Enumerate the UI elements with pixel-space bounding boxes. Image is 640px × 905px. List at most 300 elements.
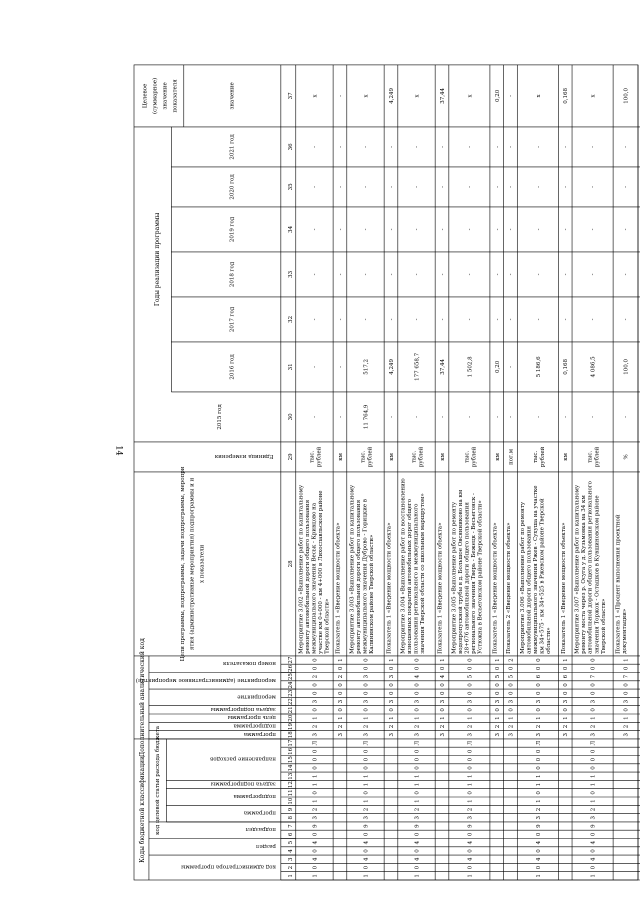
row-6-y2019: -: [467, 228, 474, 231]
header-y2021: 2021 год: [229, 134, 236, 160]
row-1-target: -: [337, 94, 344, 97]
row-3-code-21: 0: [388, 708, 395, 712]
row-4-code-4: 0: [414, 849, 421, 853]
row-6-code-12: 1: [467, 782, 474, 787]
col-number-20: 20: [288, 714, 295, 722]
row-4-code-11: 0: [414, 791, 421, 795]
col-number-11: 11: [288, 789, 295, 797]
row-4-text: Мероприятие 3.004 «Выполнение работ по восстановлению: [400, 478, 407, 654]
row-7-text: Показатель 1 «Введение мощности объекта»: [492, 522, 499, 654]
row-6-code-10: 1: [467, 799, 474, 803]
row-6-code-3: 4: [467, 857, 474, 861]
row-6-code-5: 4: [467, 840, 474, 845]
row-8-text: Показатель 2 «Введение мощности объекта»: [506, 522, 513, 654]
row-0-code-18: 3: [312, 733, 319, 737]
row-7-y2019: -: [494, 228, 501, 231]
row-5-code-18: 3: [440, 733, 446, 737]
header-code-label-11: мероприятие: [237, 693, 276, 700]
row-0-y2021: -: [312, 145, 319, 148]
row-6-text: 28+676 автомобильной дороги общего пользования: [464, 502, 471, 654]
col-number-33: 33: [288, 270, 295, 278]
col-number-16: 16: [288, 747, 295, 755]
row-6-y2017: -: [467, 318, 474, 321]
row-6-text: Устюжна в Весьегонском районе Тверской области»: [477, 500, 484, 654]
row-8-y2020: -: [508, 185, 515, 188]
row-7-code-22: 3: [494, 699, 501, 704]
row-8-target: -: [508, 94, 515, 97]
row-9-unit: рублей: [539, 446, 546, 468]
row-4-code-24: 0: [414, 683, 421, 687]
row-3-code-22: 3: [388, 699, 395, 704]
row-6-code-22: 3: [467, 699, 474, 704]
row-2-code-24: 0: [363, 683, 370, 687]
row-9-code-25: 6: [535, 674, 542, 679]
row-5-y2017: -: [440, 318, 446, 321]
row-11-unit: тыс.: [587, 450, 594, 464]
row-12-y2019: -: [623, 228, 630, 231]
row-11-code-2: 0: [590, 865, 597, 870]
row-9-code-6: 0: [535, 832, 542, 837]
col-number-21: 21: [288, 706, 295, 714]
row-6-y2015: -: [467, 415, 474, 418]
row-12-text: Показатель 1 «Процент выполнения проектной: [615, 514, 622, 654]
row-6-code-19: 2: [467, 724, 474, 729]
row-1-code-20: 1: [337, 716, 344, 720]
row-6-text: Мероприятие 3.005 «Выполнение работ по ремонту: [451, 501, 458, 654]
col-number-15: 15: [288, 756, 295, 764]
row-6-code-17: Л: [467, 740, 474, 746]
row-12-code-26: 0: [623, 666, 630, 671]
row-0-unit: тыс.: [309, 450, 316, 464]
row-11-code-14: 0: [590, 766, 597, 770]
row-4-code-26: 0: [414, 666, 421, 671]
row-5-code-26: 0: [440, 666, 446, 671]
row-7-code-18: 3: [494, 733, 501, 737]
row-0-code-25: 2: [312, 674, 319, 679]
row-3-text: Показатель 1 «Введение мощности объекта»: [386, 522, 393, 654]
row-8-y2017: -: [508, 318, 515, 321]
col-number-10: 10: [288, 797, 295, 805]
row-9-code-19: 2: [535, 724, 542, 729]
row-2-code-23: 0: [363, 691, 370, 695]
row-6-code-9: 2: [467, 807, 474, 812]
row-5-unit: км: [440, 453, 446, 461]
row-2-code-2: 0: [363, 865, 370, 870]
row-11-code-3: 4: [590, 857, 597, 861]
header-y2020: 2020 год: [229, 174, 236, 200]
row-6-y2018: -: [467, 273, 474, 276]
col-number-1: 1: [288, 874, 295, 878]
row-0-code-14: 0: [312, 766, 319, 770]
row-1-code-27: 1: [337, 658, 344, 662]
col-number-4: 4: [288, 849, 295, 853]
header-y2016: 2016 год: [229, 354, 236, 380]
row-6-code-1: 1: [467, 874, 474, 878]
row-11-y2018: -: [590, 273, 597, 276]
row-6-code-24: 0: [467, 683, 474, 687]
row-1-y2018: -: [337, 273, 344, 276]
row-3-target: 4,249: [388, 88, 395, 104]
header-code-label-1: раздел: [255, 842, 276, 849]
row-5-code-25: 4: [440, 674, 446, 679]
row-11-code-11: 0: [590, 791, 597, 795]
row-2-text: Калининском районе Тверской области»: [369, 534, 376, 654]
row-4-code-15: 0: [414, 757, 421, 762]
row-10-code-24: 0: [563, 683, 570, 687]
page-number: 14: [114, 445, 124, 456]
row-8-code-21: 0: [508, 708, 515, 712]
row-8-y2015: -: [508, 415, 515, 418]
row-0-code-17: Л: [312, 740, 319, 746]
row-10-y2021: -: [563, 145, 570, 148]
row-6-code-26: 0: [467, 666, 474, 671]
row-4-code-8: 3: [414, 816, 421, 820]
row-2-code-8: 3: [363, 816, 370, 820]
row-7-y2018: -: [494, 273, 501, 276]
row-11-text: ремонту моста через р. Осуга у д. Кузьмовка на 34 км: [581, 495, 588, 654]
row-9-text: км 34+575 - км 34+525 в Ржевском районе Тверской: [539, 498, 546, 654]
row-8-unit: пог.м: [508, 448, 515, 465]
row-11-code-22: 3: [590, 699, 597, 704]
row-3-code-27: 1: [388, 658, 395, 662]
row-12-y2020: -: [623, 185, 630, 188]
row-4-code-7: 9: [414, 824, 421, 828]
row-2-y2018: -: [363, 273, 370, 276]
row-0-code-20: 1: [312, 716, 319, 720]
row-1-y2020: -: [337, 185, 344, 188]
row-0-unit: рублей: [316, 446, 323, 468]
row-3-unit: км: [388, 453, 395, 461]
row-8-code-23: 0: [508, 691, 515, 695]
col-number-25: 25: [288, 673, 295, 681]
row-10-code-27: 1: [563, 658, 570, 662]
row-9-code-5: 4: [535, 840, 542, 845]
row-5-target: 37,44: [440, 88, 446, 104]
row-4-y2020: -: [414, 185, 421, 188]
row-11-code-1: 1: [590, 874, 597, 878]
row-0-text: участке км 0+000 - км 4+000 в Лихославльском районе: [318, 490, 325, 654]
row-5-code-24: 0: [440, 683, 446, 687]
col-number-8: 8: [288, 816, 295, 820]
row-10-code-21: 0: [563, 708, 570, 712]
row-4-y2017: -: [414, 318, 421, 321]
row-8-code-24: 0: [508, 683, 515, 687]
row-4-code-10: 1: [414, 799, 421, 803]
row-2-code-11: 0: [363, 791, 370, 795]
row-7-code-26: 0: [494, 666, 501, 671]
col-number-6: 6: [288, 832, 295, 837]
row-2-target: х: [363, 94, 370, 98]
row-8-code-25: 5: [508, 674, 515, 679]
row-4-text: значения Тверской области со школьным маршрутом»: [420, 493, 427, 654]
row-5-text: Показатель 1 «Введение мощности объекта»: [437, 522, 444, 654]
row-2-y2016: 517,2: [363, 359, 370, 375]
header-code-label-0: код администратора программы: [181, 863, 276, 870]
col-number-23: 23: [288, 689, 295, 697]
row-12-target: 100,0: [623, 88, 630, 104]
row-0-code-16: 0: [312, 749, 319, 754]
col-number-12: 12: [288, 781, 295, 789]
row-11-code-7: 9: [590, 824, 597, 828]
row-6-code-27: 0: [467, 658, 474, 662]
row-0-code-10: 1: [312, 799, 319, 803]
row-3-code-20: 1: [388, 716, 395, 720]
row-10-unit: км: [563, 453, 570, 461]
row-5-y2015: -: [440, 415, 446, 418]
row-1-y2019: -: [337, 228, 344, 231]
row-10-code-23: 0: [563, 691, 570, 695]
row-7-code-25: 5: [494, 674, 501, 679]
row-11-code-19: 2: [590, 724, 597, 729]
row-4-unit: тыс.: [411, 450, 418, 464]
row-6-code-14: 0: [467, 766, 474, 770]
row-7-code-27: 1: [494, 658, 501, 662]
header-code-label-5: задача подпрограммы: [210, 780, 276, 787]
row-3-y2018: -: [388, 273, 395, 276]
row-10-y2018: -: [563, 273, 570, 276]
row-0-code-9: 2: [312, 807, 319, 812]
col-number-24: 24: [288, 681, 295, 689]
row-1-y2015: -: [337, 415, 344, 418]
row-2-unit: тыс.: [360, 450, 367, 464]
row-0-code-4: 0: [312, 849, 319, 853]
header-unit: Единица измерения: [214, 452, 274, 459]
row-3-code-23: 0: [388, 691, 395, 695]
row-5-code-19: 2: [440, 724, 446, 729]
row-3-y2017: -: [388, 318, 395, 321]
row-5-y2018: -: [440, 273, 446, 276]
row-9-unit: тыс.: [532, 450, 539, 464]
row-8-code-22: 3: [508, 699, 515, 704]
row-3-code-25: 3: [388, 674, 395, 679]
row-0-y2017: -: [312, 318, 319, 321]
row-7-code-20: 1: [494, 716, 501, 720]
row-7-y2016: 0,20: [494, 360, 501, 374]
row-9-code-20: 1: [535, 716, 542, 720]
row-6-code-4: 0: [467, 849, 474, 853]
row-2-code-21: 0: [363, 708, 370, 712]
row-4-code-2: 0: [414, 865, 421, 870]
row-5-y2019: -: [440, 228, 446, 231]
row-7-y2021: -: [494, 145, 501, 148]
row-6-text: регионального значения Тверь - Бежецк - Весьегонск -: [471, 493, 478, 654]
row-7-unit: км: [494, 453, 501, 461]
row-2-code-10: 1: [363, 799, 370, 803]
row-1-code-24: 0: [337, 683, 344, 687]
row-11-code-10: 1: [590, 799, 597, 803]
col-number-35: 35: [288, 183, 295, 191]
row-10-code-20: 1: [563, 716, 570, 720]
row-4-code-19: 2: [414, 724, 421, 729]
col-number-30: 30: [288, 413, 295, 421]
row-2-y2020: -: [363, 185, 370, 188]
row-4-text: пользования регионального и межмуниципального: [413, 503, 420, 654]
header-target-1: Целевое: [142, 83, 149, 109]
col-number-5: 5: [288, 840, 295, 845]
row-4-text: изношенных покрытий автомобильных дорог общего: [406, 498, 413, 654]
row-2-code-19: 2: [363, 724, 370, 729]
row-0-code-24: 0: [312, 683, 319, 687]
col-number-2: 2: [288, 865, 295, 870]
row-6-code-25: 5: [467, 674, 474, 679]
row-12-code-25: 7: [623, 674, 630, 679]
row-11-code-17: Л: [590, 740, 597, 746]
row-2-y2015: 11 764,9: [363, 404, 370, 430]
row-2-code-22: 3: [363, 699, 370, 704]
row-2-text: ремонту автомобильной дороги общего пользования: [355, 499, 362, 654]
header-value: значение: [229, 82, 236, 110]
col-number-27: 27: [288, 656, 295, 664]
row-5-y2021: -: [440, 145, 446, 148]
row-2-unit: рублей: [367, 446, 374, 468]
row-3-code-24: 0: [388, 683, 395, 687]
row-6-text: водопропускной трубы в д. Большое Овсянниково на км: [457, 489, 464, 654]
row-4-y2018: -: [414, 273, 421, 276]
row-9-target: х: [535, 94, 542, 98]
row-8-code-18: 3: [508, 733, 515, 737]
header-code-label-6: направление расходов: [210, 755, 276, 762]
row-4-code-14: 0: [414, 766, 421, 770]
col-number-13: 13: [288, 772, 295, 780]
row-9-code-11: 0: [535, 791, 542, 795]
col-number-32: 32: [288, 315, 295, 323]
col-number-19: 19: [288, 722, 295, 730]
row-5-y2020: -: [440, 185, 446, 188]
row-12-code-18: 3: [623, 733, 630, 737]
row-9-code-9: 2: [535, 807, 542, 812]
col-number-28: 28: [288, 560, 295, 568]
row-5-code-23: 0: [440, 691, 446, 695]
row-2-code-5: 4: [363, 840, 370, 845]
row-2-code-18: 3: [363, 733, 370, 737]
row-4-code-5: 4: [414, 840, 421, 845]
row-2-y2019: -: [363, 228, 370, 231]
row-8-code-19: 2: [508, 724, 515, 729]
header-goal-1: Цели программы, подпрограммы, задачи подпрограммы, меропри: [179, 466, 186, 662]
row-6-code-13: 1: [467, 774, 474, 778]
row-12-y2016: 100,0: [623, 359, 630, 375]
row-1-code-21: 0: [337, 708, 344, 712]
row-2-code-12: 1: [363, 782, 370, 787]
header-code-label-10: задача подпрограммы: [210, 705, 276, 712]
row-9-code-4: 0: [535, 849, 542, 853]
row-11-y2020: -: [590, 185, 597, 188]
row-7-y2020: -: [494, 185, 501, 188]
header-years: Годы реализации программы: [153, 212, 161, 307]
row-8-y2018: -: [508, 273, 515, 276]
row-12-y2015: -: [623, 415, 630, 418]
row-9-y2021: -: [535, 145, 542, 148]
header-budget-codes: Коды бюджетной классификации: [138, 756, 146, 863]
row-2-code-1: 1: [363, 874, 370, 878]
row-9-y2019: -: [535, 228, 542, 231]
row-0-text: Мероприятие 3.002 «Выполнение работ по капитальному: [298, 484, 305, 654]
row-8-code-26: 0: [508, 666, 515, 671]
row-11-code-26: 0: [590, 666, 597, 671]
col-number-36: 36: [288, 143, 295, 151]
row-4-code-16: 0: [414, 749, 421, 754]
row-6-code-6: 0: [467, 832, 474, 837]
row-11-code-20: 1: [590, 716, 597, 720]
row-0-code-15: 0: [312, 757, 319, 762]
row-3-y2015: -: [388, 415, 395, 418]
row-11-text: Мероприятие 3.007 «Выполнение работ по капитальному: [574, 484, 581, 654]
header-target-2: (суммарное): [152, 77, 159, 115]
row-1-code-23: 0: [337, 691, 344, 695]
row-2-code-17: Л: [363, 740, 370, 746]
row-2-text: межмуниципального значения Дуброво - Горицкие в: [362, 499, 369, 654]
row-0-code-1: 1: [312, 874, 319, 878]
row-9-code-26: 0: [535, 666, 542, 671]
row-0-code-8: 3: [312, 816, 319, 820]
col-number-31: 31: [288, 363, 295, 371]
row-11-text: значения Торжок - Осташков в Кувшиновском районе: [594, 495, 601, 654]
row-12-y2017: -: [623, 318, 630, 321]
row-10-y2015: -: [563, 415, 570, 418]
row-2-code-14: 0: [363, 766, 370, 770]
header-goal-2: ятия (административные мероприятия) подпрограммы и и: [189, 477, 196, 651]
row-11-code-16: 0: [590, 749, 597, 754]
row-5-code-27: 1: [440, 658, 446, 662]
row-6-unit: рублей: [471, 446, 478, 468]
row-0-code-5: 4: [312, 840, 319, 845]
row-9-code-10: 1: [535, 799, 542, 803]
row-4-code-6: 0: [414, 832, 421, 837]
program-table: [134, 20, 640, 880]
row-6-code-21: 0: [467, 708, 474, 712]
row-10-y2020: -: [563, 185, 570, 188]
row-11-code-23: 0: [590, 691, 597, 695]
header-code-label-7: программа: [243, 730, 276, 737]
header-y2015: 2015 год: [217, 404, 224, 430]
row-4-code-18: 3: [414, 733, 421, 737]
row-3-code-18: 3: [388, 733, 395, 737]
header-code-label-2: подраздел: [245, 826, 276, 833]
row-9-code-17: Л: [535, 740, 542, 746]
row-10-y2019: -: [563, 228, 570, 231]
row-4-target: х: [414, 94, 421, 98]
row-10-code-26: 0: [563, 666, 570, 671]
row-9-text: автомобильной дороги общего пользования: [526, 526, 533, 654]
header-y2017: 2017 год: [229, 306, 236, 333]
row-0-code-27: 0: [312, 658, 319, 662]
row-6-unit: тыс.: [464, 450, 471, 464]
row-12-code-23: 0: [623, 691, 630, 695]
row-1-y2016: -: [337, 365, 344, 368]
header-code-label-3: программа: [243, 809, 276, 816]
row-11-code-4: 0: [590, 849, 597, 853]
row-0-y2015: -: [312, 415, 319, 418]
header-code-label-4: подпрограмма: [233, 793, 276, 799]
row-0-code-6: 0: [312, 832, 319, 837]
row-8-y2021: -: [508, 145, 515, 148]
row-11-code-21: 0: [590, 708, 597, 712]
row-11-code-8: 3: [590, 816, 597, 820]
row-11-y2015: -: [590, 415, 597, 418]
row-11-code-24: 0: [590, 683, 597, 687]
row-9-code-1: 1: [535, 874, 542, 878]
row-7-y2015: -: [494, 415, 501, 418]
row-4-code-1: 1: [414, 874, 421, 878]
row-11-code-12: 1: [590, 782, 597, 787]
header-target-code: код целевой статьи расхода бюджета: [154, 725, 161, 835]
row-0-text: ремонту автомобильной дороги общего пользования: [304, 499, 311, 654]
row-7-code-23: 0: [494, 691, 501, 695]
row-11-text: Тверской области»: [600, 598, 607, 654]
row-4-code-12: 1: [414, 782, 421, 787]
row-2-code-4: 0: [363, 849, 370, 853]
col-number-26: 26: [288, 664, 295, 672]
